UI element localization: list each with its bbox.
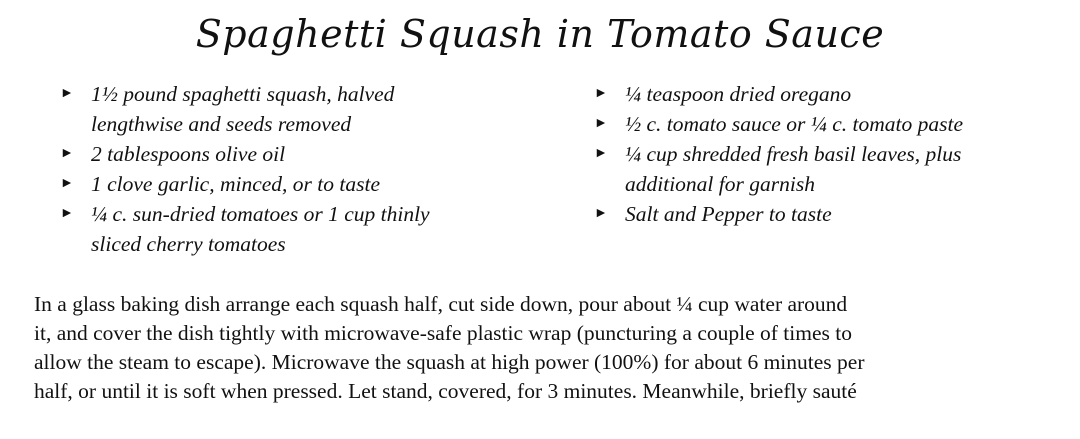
bullet-arrow-icon: ►	[594, 86, 608, 101]
bullet-arrow-icon: ►	[60, 86, 74, 101]
instruction-line: it, and cover the dish tightly with microwave-safe plastic wrap (puncturing a couple of times to	[34, 321, 852, 345]
ingredient-item	[592, 79, 1062, 109]
bullet-arrow-icon: ►	[594, 116, 608, 131]
ingredient-item	[592, 139, 1062, 199]
ingredient-line: ½ c. tomato sauce or ¼ c. tomato paste	[625, 112, 963, 136]
bullet-arrow-icon: ►	[594, 146, 608, 161]
ingredient-item	[58, 199, 528, 259]
bullet-arrow-icon: ►	[594, 206, 608, 221]
recipe-title: Spaghetti Squash in Tomato Sauce	[195, 12, 885, 56]
ingredient-line: ¼ c. sun-dried tomatoes or 1 cup thinly	[91, 202, 430, 226]
instruction-line: allow the steam to escape). Microwave the squash at high power (100%) for about 6 minutes per	[34, 350, 865, 374]
ingredients-list-right	[592, 79, 1062, 229]
ingredient-line: sliced cherry tomatoes	[91, 232, 286, 256]
bullet-arrow-icon: ►	[60, 206, 74, 221]
instructions-paragraph	[34, 290, 1044, 406]
ingredient-line: lengthwise and seeds removed	[91, 112, 352, 136]
ingredient-line: 2 tablespoons olive oil	[91, 142, 286, 166]
ingredient-line: ¼ teaspoon dried oregano	[625, 82, 852, 106]
ingredient-line: Salt and Pepper to taste	[625, 202, 832, 226]
bullet-arrow-icon: ►	[60, 176, 74, 191]
ingredient-item	[58, 139, 528, 169]
ingredient-item	[58, 169, 528, 199]
ingredient-line: 1½ pound spaghetti squash, halved	[91, 82, 395, 106]
instruction-line: half, or until it is soft when pressed. Let stand, covered, for 3 minutes. Meanwhile, briefly sauté	[34, 379, 857, 403]
bullet-arrow-icon: ►	[60, 146, 74, 161]
ingredient-item	[58, 79, 528, 139]
instruction-line: In a glass baking dish arrange each squash half, cut side down, pour about ¼ cup water around	[34, 292, 848, 316]
ingredients-list-left	[58, 79, 528, 259]
ingredient-item	[592, 199, 1062, 229]
ingredient-line: additional for garnish	[625, 172, 815, 196]
ingredient-item	[592, 109, 1062, 139]
ingredient-line: 1 clove garlic, minced, or to taste	[91, 172, 380, 196]
ingredient-line: ¼ cup shredded fresh basil leaves, plus	[625, 142, 962, 166]
